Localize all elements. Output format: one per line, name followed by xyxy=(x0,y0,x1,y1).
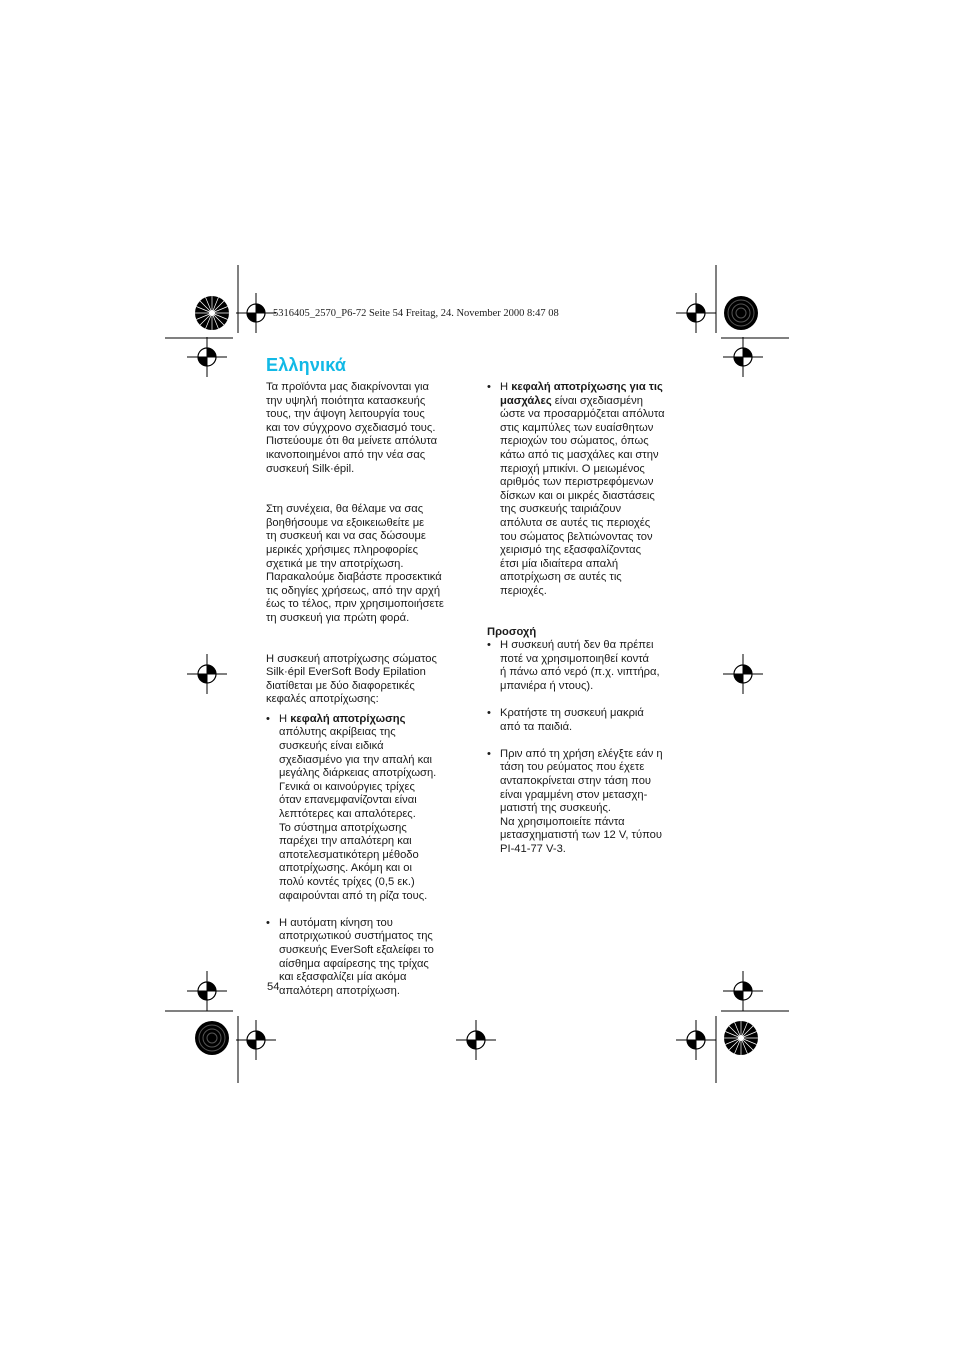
bullet-icon: • xyxy=(487,639,491,652)
left-column xyxy=(266,381,476,998)
page-title: Ελληνικά xyxy=(266,355,347,375)
print-header-line: 5316405_2570_P6-72 Seite 54 Freitag, 24. November 2000 8:47 08 xyxy=(273,308,559,319)
instructions-paragraph: Στη συνέχεια, θα θέλαμε να σας βοηθήσουμε να εξοικειωθείτε με τη συσκευή και να σας δώσουμε μερικές χρήσιμες πληροφορίες σχετικά με την αποτρίχωση. Παρακαλούμε διαβάστε προσεκτικά τις οδηγίες χρήσεως, από την αρχή έως το τέλος, πριν χρησιμοποιήσετε τη συσκευή για πρώτη φορά. xyxy=(266,503,444,624)
page-number: 54 xyxy=(267,981,280,993)
list-item: • Κρατήστε τη συσκευή μακριά από τα παιδιά. xyxy=(487,707,644,733)
bullet-icon: • xyxy=(487,747,491,760)
device-paragraph: Η συσκευή αποτρίχωσης σώματος Silk·épil EverSoft Body Epilation διατίθεται με δύο διαφορετικές κεφαλές αποτρίχωσης: xyxy=(266,652,437,706)
list-item: • Η κεφαλή αποτρίχωσης για τις μασχάλες είναι σχεδιασμένη ώστε να προσαρμόζεται απόλυτα στις καμπύλες των ευαίσθητων περιοχών του σώματος, όπως κάτω από τις μασχάλες και στην περιοχή μπικίνι. Ο μειωμένος αριθμός των περιστρεφόμενων δίσκων και οι μικρές διαστάσεις της συσκευής ταιριάζουν απόλυτα σε αυτές τις περιοχές του σώματος βελτιώνοντας τον χειρισμό της εξασφαλίζοντας έτσι μία ιδιαίτερα απαλή αποτρίχωση σε αυτές τις περιοχές. xyxy=(487,381,665,597)
bullet-icon: • xyxy=(266,916,270,929)
intro-paragraph: Τα προϊόντα μας διακρίνονται για την υψηλή ποιότητα κατασκευής τους, την άψογη λειτουργία τους και τον σύγχρονο σχεδιασμό τους. Πιστεύουμε ότι θα μείνετε απόλυτα ικανοποιημένοι από την νέα σας συσκευή Silk·épil. xyxy=(266,381,438,475)
bullet-icon: • xyxy=(487,381,491,393)
list-item: • Η συσκευή αυτή δεν θα πρέπει ποτέ να χρησιμοποιηθεί κοντά ή πάνω από νερό (π.χ. νιπτήρα, μπανιέρα ή ντους). xyxy=(487,639,660,692)
list-item: • Η κεφαλή αποτρίχωσης απόλυτης ακρίβειας της συσκευής είναι ειδικά σχεδιασμένο για την απαλή και μεγάλης διάρκειας αποτρίχωση. Γενικά οι καινούργιες τρίχες όταν επανεμφανίζονται είναι λεπτότερες και απαλότερες. Το σύστημα αποτρίχωσης παρέχει την απαλότερη και αποτελεσματικότερη μέθοδο αποτρίχωσης. Ακόμη και οι πολύ κοντές τρίχες (0,5 εκ.) αφαιρούνται από τη ρίζα τους. xyxy=(266,712,437,902)
caution-heading: Προσοχή xyxy=(487,625,537,638)
right-column xyxy=(487,381,697,857)
list-item: • Πριν από τη χρήση ελέγξτε εάν η τάση του ρεύματος που έχετε ανταποκρίνεται στην τάση που είναι γραμμένη στον μετασχη- ματιστή της συσκευής. Να χρησιμοποιείτε πάντα μετασχηματιστή των 12 V, τύπου PI-41-77 V-3. xyxy=(487,747,663,855)
bullet-icon: • xyxy=(487,707,491,720)
list-item: • Η αυτόματη κίνηση του αποτριχωτικού συστήματος της συσκευής EverSoft εξαλείφει το αίσθημα αφαίρεσης της τρίχας και εξασφαλίζει μία ακόμα απαλότερη αποτρίχωση. xyxy=(266,916,434,997)
bullet-icon: • xyxy=(266,712,270,725)
